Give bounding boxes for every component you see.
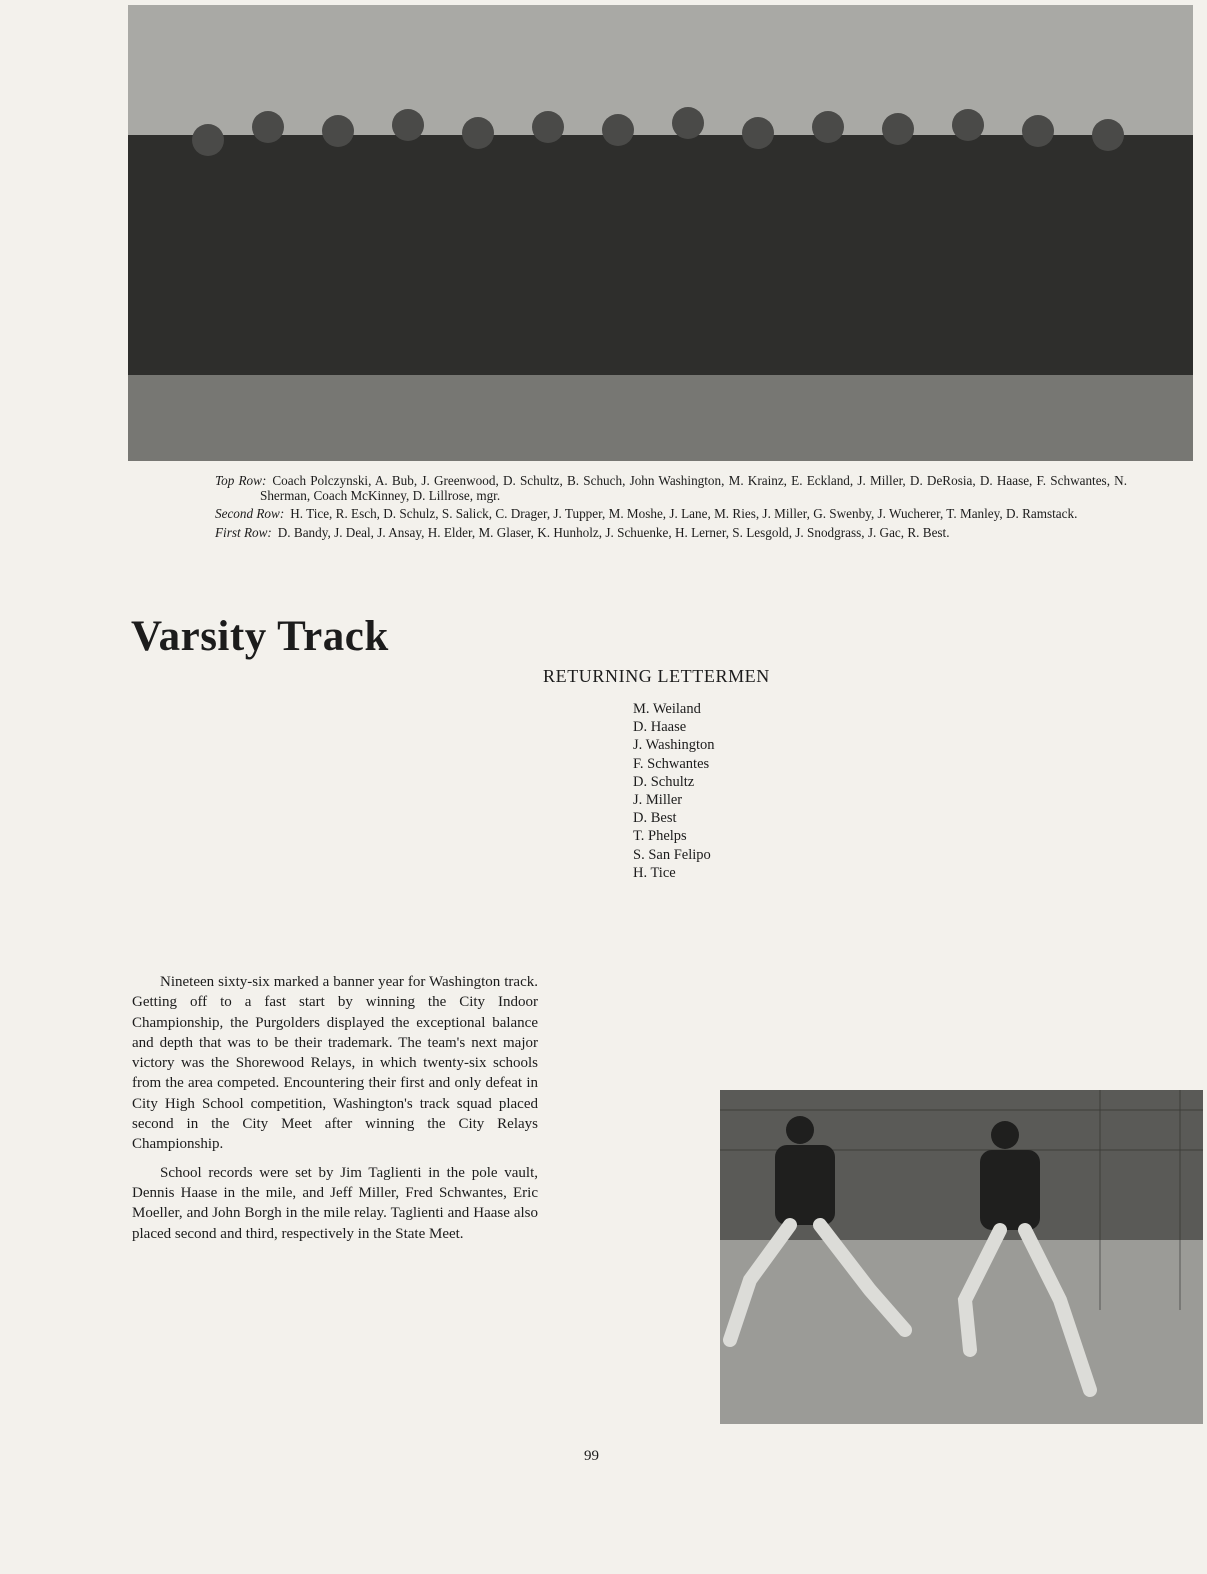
letterman-name: D. Schultz	[633, 773, 695, 790]
letterman-name: T. Phelps	[633, 828, 687, 845]
team-photo-icon	[128, 5, 1193, 461]
caption-first-row	[215, 526, 1127, 541]
caption-second-row	[215, 507, 1127, 522]
lettermen-list	[633, 700, 715, 882]
letterman-name: D. Haase	[633, 719, 687, 736]
caption-row-names: D. Bandy, J. Deal, J. Ansay, H. Elder, M. Glaser, K. Hunholz, J. Schuenke, H. Lerner, S. Lesgold, J. Snodgrass, J. Gac, R. Best.	[277, 524, 950, 540]
letterman-name: J. Washington	[633, 737, 715, 754]
caption-row-names: H. Tice, R. Esch, D. Schulz, S. Salick, C. Drager, J. Tupper, M. Moshe, J. Lane, M. Ries, J. Miller, G. Swenby, J. Wucherer, T. Manley, D. Ramstack.	[290, 506, 1078, 521]
letterman-name: J. Miller	[633, 792, 683, 809]
letterman-name: F. Schwantes	[633, 755, 710, 772]
article-body	[132, 972, 538, 1252]
caption-row-names: Coach Polczynski, A. Bub, J. Greenwood, D. Schultz, B. Schuch, John Washington, M. Krainz, E. Eckland, J. Miller, D. DeRosia, D. Haase, F. Schwantes, N. Sherman, Coach McKinney, D. Lillrose, mgr.	[260, 473, 1127, 503]
caption-row-label: Top Row:	[215, 473, 267, 488]
caption-row-label: Second Row:	[215, 506, 285, 521]
page-number: 99	[584, 1448, 599, 1464]
letterman-name: H. Tice	[633, 864, 676, 881]
action-photo	[720, 1090, 1203, 1424]
lettermen-heading: RETURNING LETTERMEN	[543, 666, 770, 686]
caption-top-row	[215, 474, 1127, 503]
body-paragraph: Nineteen sixty-six marked a banner year for Washington track. Getting off to a fast start by winning the City Indoor Championship, the Purgolders displayed the exceptional balance and depth that was to be their trademark. The team's next major victory was the Shorewood Relays, in which twenty-six schools from the area competed. Encountering their first and only defeat in City High School competition, Washington's track squad placed second in the City Meet after winning the City Relays Championship.	[132, 974, 538, 1153]
letterman-name: M. Weiland	[633, 701, 701, 717]
body-paragraph: School records were set by Jim Taglienti in the pole vault, Dennis Haase in the mile, and Jeff Miller, Fred Schwantes, Eric Moeller, and John Borgh in the mile relay. Taglienti and Haase also placed second and third, respectively in the State Meet.	[132, 1164, 538, 1242]
photo-caption	[215, 474, 1127, 544]
caption-row-label: First Row:	[215, 524, 272, 540]
team-photo	[128, 5, 1193, 461]
letterman-name: D. Best	[633, 810, 677, 827]
page-title: Varsity Track	[131, 613, 389, 660]
letterman-name: S. San Felipo	[633, 846, 711, 863]
runners-photo-icon	[720, 1090, 1203, 1424]
